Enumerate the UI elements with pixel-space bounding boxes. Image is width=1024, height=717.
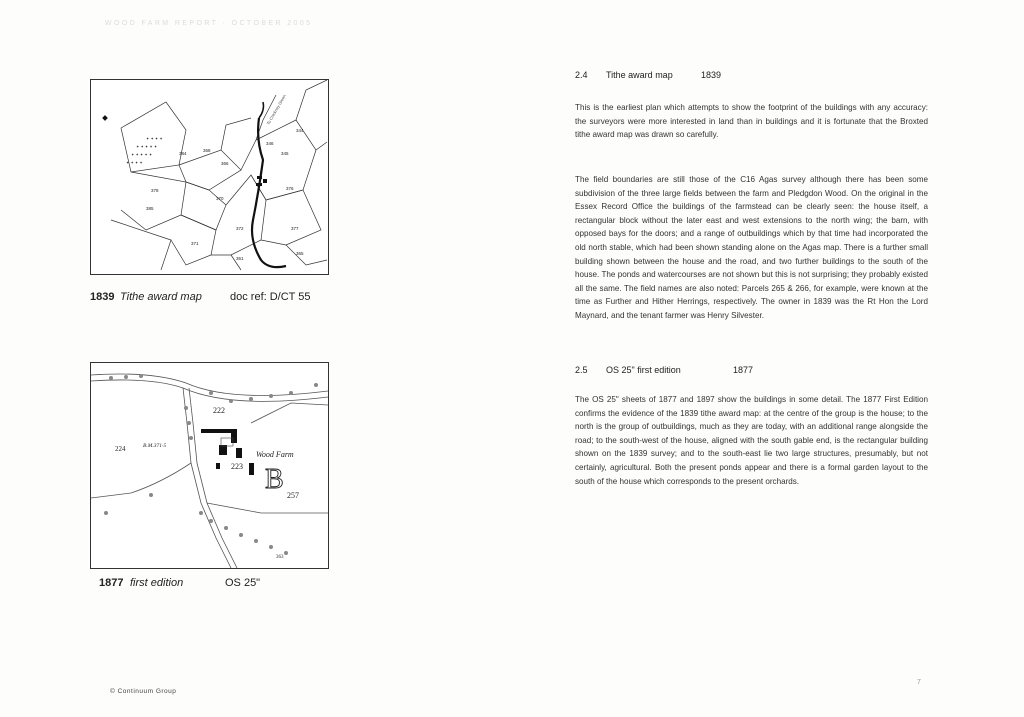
footer-copyright: © Continuum Group bbox=[110, 688, 177, 695]
running-header: WOOD FARM REPORT · OCTOBER 2005 bbox=[105, 20, 313, 27]
svg-text:✦ ✦ ✦ ✦ ✦: ✦ ✦ ✦ ✦ ✦ bbox=[131, 152, 153, 157]
caption-title: first edition bbox=[130, 577, 184, 589]
parcel-label: 222 bbox=[213, 406, 225, 415]
section-2-4-paragraph-1: This is the earliest plan which attempts to show the footprint of the buildings with any accuracy: the surveyors were more interested in land than in buildings and it is fortunate that the Broxted tithe award map was drawn so carefully. bbox=[575, 103, 928, 140]
figure-caption-1839 bbox=[90, 291, 311, 303]
page-number: 7 bbox=[917, 679, 921, 686]
farm-name-label: Wood Farm bbox=[256, 450, 294, 459]
parcel-label: 363 bbox=[276, 555, 284, 560]
svg-text:✦ ✦ ✦ ✦: ✦ ✦ ✦ ✦ bbox=[126, 160, 143, 165]
svg-text:370: 370 bbox=[216, 196, 224, 201]
svg-text:345: 345 bbox=[281, 151, 289, 156]
svg-text:To Chickney Green: To Chickney Green bbox=[265, 93, 287, 126]
section-2-4-paragraph-2: The field boundaries are still those of the C16 Agas survey although there has been some subdivision of the three large fields between the farm and Pledgdon Wood. On the original in the Essex Record Office the buildings of the farmstead can be clearly seen: the house itself, a rectangular block without the later east and west extensions to the north wing; the barn, with opposed bays for the doors; and a range of outbuildings which by that time had incorporated the old north stable, which had been shown standing alone on the Agas map. There is a further small building shown between the house and the road, and two further buildings to the south of the house. The ponds and watercourses are not shown but this is not surprising; they probably existed all the same. The field names are also noted: Parcels 265 & 266, for example, were known at the time as Further and Hither Herrings, respectively. The owner in 1839 was the Rt Hon the Lord Maynard, and the tenant farmer was Henry Silvester. bbox=[575, 175, 928, 320]
caption-year: 1877 bbox=[99, 577, 124, 589]
os-map-1877 bbox=[90, 362, 329, 569]
svg-text:344: 344 bbox=[296, 128, 304, 133]
parcel-label: 257 bbox=[287, 491, 299, 500]
svg-text:371: 371 bbox=[191, 241, 199, 246]
section-2-5-paragraph-1: The OS 25" sheets of 1877 and 1897 show the buildings in some detail. The 1877 First Edition confirms the evidence of the 1839 tithe award map: at the centre of the group is the house; to the north is the group of outbuildings, much as they are today, with an additional range alongside the road; to the south-west of the house, aligned with the south gable end, is the rectangular building shown on the 1839 survey; and to the south-east lie two large structures, presumably, but not certainly, agricultural. Both the present ponds appear and there is a formal garden layout to the south of the house which corresponds to the present orchards. bbox=[575, 395, 928, 486]
section-number: 2.4 bbox=[575, 70, 588, 80]
section-heading-2-4 bbox=[575, 70, 721, 80]
section-title: Tithe award map bbox=[606, 70, 673, 80]
svg-text:✦ ✦ ✦ ✦: ✦ ✦ ✦ ✦ bbox=[146, 136, 163, 141]
section-title: OS 25" first edition bbox=[606, 365, 681, 375]
svg-text:361: 361 bbox=[236, 256, 244, 261]
benchmark-label: B.M.371·5 bbox=[143, 443, 167, 449]
caption-ref: OS 25" bbox=[225, 577, 261, 589]
svg-text:368: 368 bbox=[203, 148, 211, 153]
caption-ref: doc ref: D/CT 55 bbox=[230, 291, 311, 303]
figure-caption-1877 bbox=[99, 577, 260, 589]
svg-text:346: 346 bbox=[266, 141, 274, 146]
svg-text:384: 384 bbox=[179, 151, 187, 156]
svg-text:385: 385 bbox=[146, 206, 154, 211]
svg-text:366: 366 bbox=[221, 161, 229, 166]
svg-text:377: 377 bbox=[291, 226, 299, 231]
map-letter: B bbox=[265, 464, 284, 495]
parcel-label: 224 bbox=[115, 445, 126, 453]
section-number: 2.5 bbox=[575, 365, 588, 375]
svg-text:372: 372 bbox=[236, 226, 244, 231]
svg-text:376: 376 bbox=[286, 186, 294, 191]
svg-text:378: 378 bbox=[151, 188, 159, 193]
svg-text:365: 365 bbox=[296, 251, 304, 256]
tithe-map-drawing bbox=[91, 80, 328, 274]
caption-title: Tithe award map bbox=[120, 291, 202, 303]
section-year: 1839 bbox=[701, 70, 722, 80]
section-heading-2-5 bbox=[575, 365, 753, 375]
svg-text:✦ ✦ ✦ ✦ ✦: ✦ ✦ ✦ ✦ ✦ bbox=[136, 144, 158, 149]
caption-year: 1839 bbox=[90, 291, 115, 303]
section-year: 1877 bbox=[733, 365, 754, 375]
tithe-map-1839 bbox=[90, 79, 329, 275]
os-map-drawing bbox=[91, 363, 328, 568]
parcel-label: 223 bbox=[231, 462, 243, 471]
